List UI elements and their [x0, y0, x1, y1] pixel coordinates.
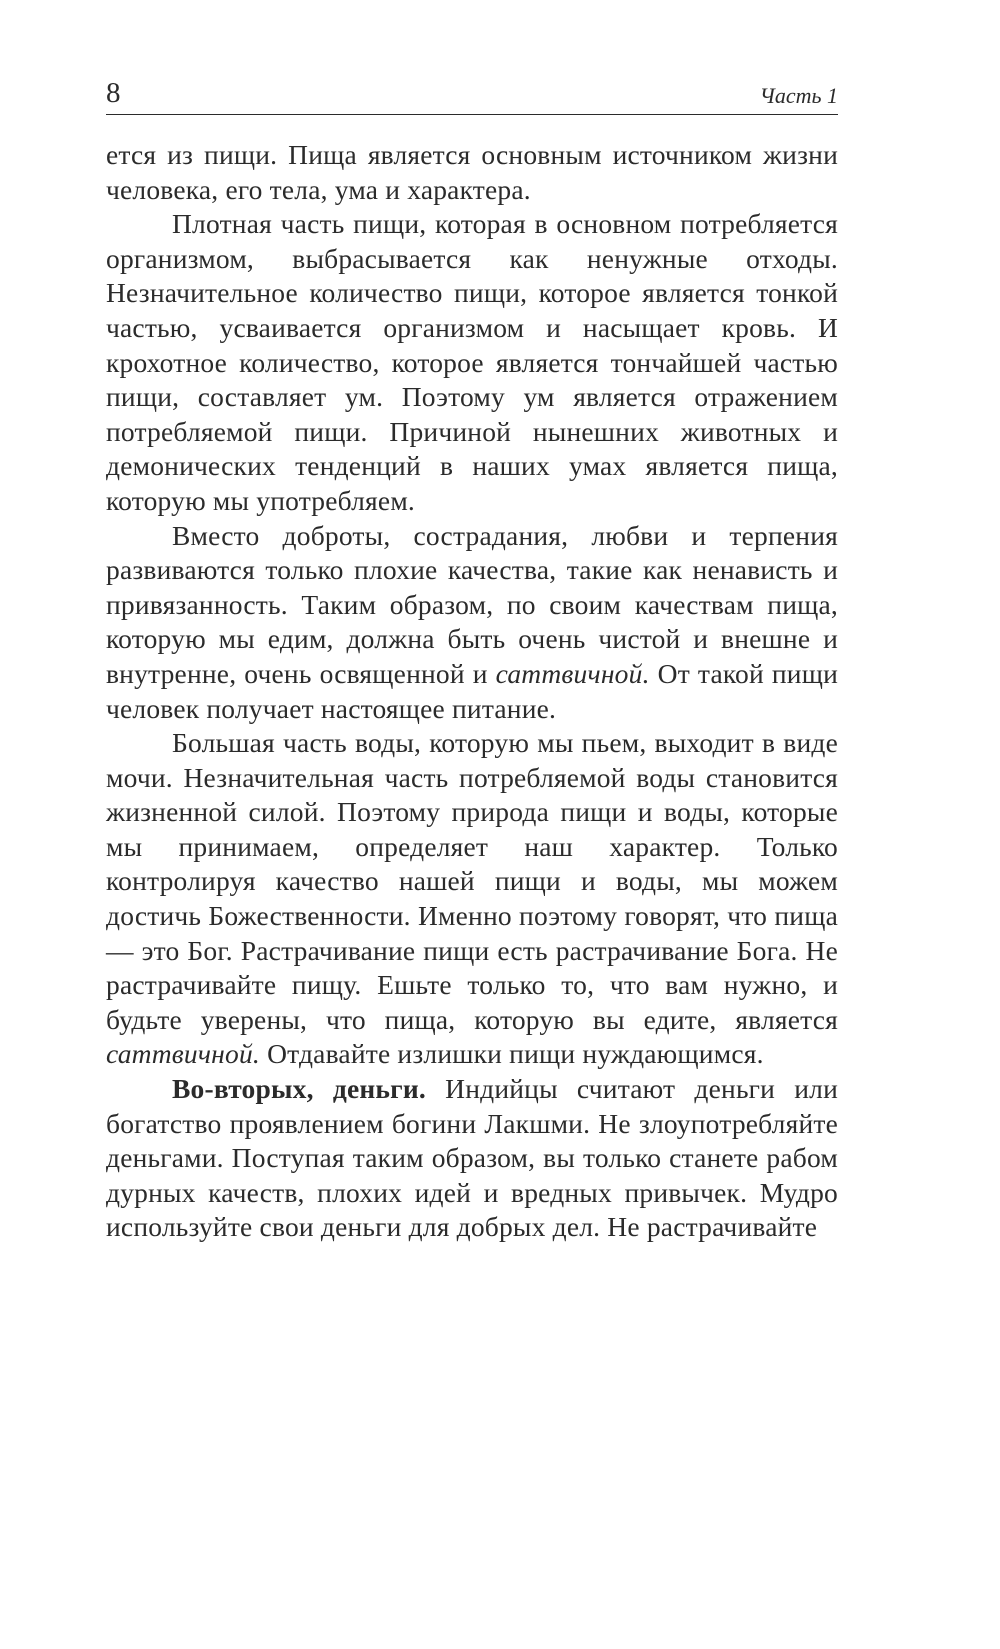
paragraph-2: Плотная часть пищи, которая в основном потребляется организмом, выбрасывается как ненужные отходы. Незначительное количество пищи, которое является тонкой частью, усваивается организмом и насыщает кровь. И крохотное количество, которое является тончайшей частью пищи, составляет ум. Поэтому ум является отражением потребляемой пищи. Причиной нынешних животных и демонических тенденций в наших умах является пища, которую мы употребляем. [106, 208, 838, 516]
page-number: 8 [106, 77, 121, 109]
section-label: Часть 1 [759, 83, 838, 108]
body-text [106, 138, 838, 1245]
emphasized-term: саттвичной. [106, 1038, 260, 1070]
paragraph-4-continuation: Отдавайте излишки пищи нуждающимся. [260, 1038, 764, 1070]
paragraph-3 [106, 519, 838, 727]
paragraph-4 [106, 726, 838, 1072]
paragraph-3-text: Вместо доброты, сострадания, любви и терпения развиваются только плохие качества, такие как ненависть и привязанность. Таким образом, по своим качествам пища, которую мы едим, должна быть очень чистой и внешне и внутренне, очень освященной и [106, 519, 838, 689]
paragraph-lead-in: Во-вторых, деньги. [172, 1073, 426, 1105]
running-head [106, 78, 838, 115]
paragraph-3-continuation: От такой пищи человек получает настоящее питание. [106, 657, 838, 724]
paragraph-4-text: Большая часть воды, которую мы пьем, выходит в виде мочи. Незначительная часть потребляемой воды становится жизненной силой. Поэтому природа пищи и воды, которые мы принимаем, определяет наш характер. Только контролируя качество нашей пищи и воды, мы можем достичь Божественности. Именно поэтому говорят, что пища — это Бог. Растрачивание пищи есть растрачивание Бога. Не растрачивайте пищу. Ешьте только то, что вам нужно, и будьте уверены, что пища, которую вы едите, является [106, 727, 838, 1035]
paragraph-1: ется из пищи. Пища является основным источником жизни человека, его тела, ума и характера. [106, 139, 838, 205]
paragraph-5-text: Индийцы считают деньги или богатство проявлением богини Лакшми. Не злоупотребляйте деньгами. Поступая таким образом, вы только станете рабом дурных качеств, плохих идей и вредных привычек. Мудро используйте свои деньги для добрых дел. Не растрачивайте [106, 1073, 838, 1243]
emphasized-term: саттвичной. [495, 657, 650, 689]
paragraph-5 [106, 1072, 838, 1245]
